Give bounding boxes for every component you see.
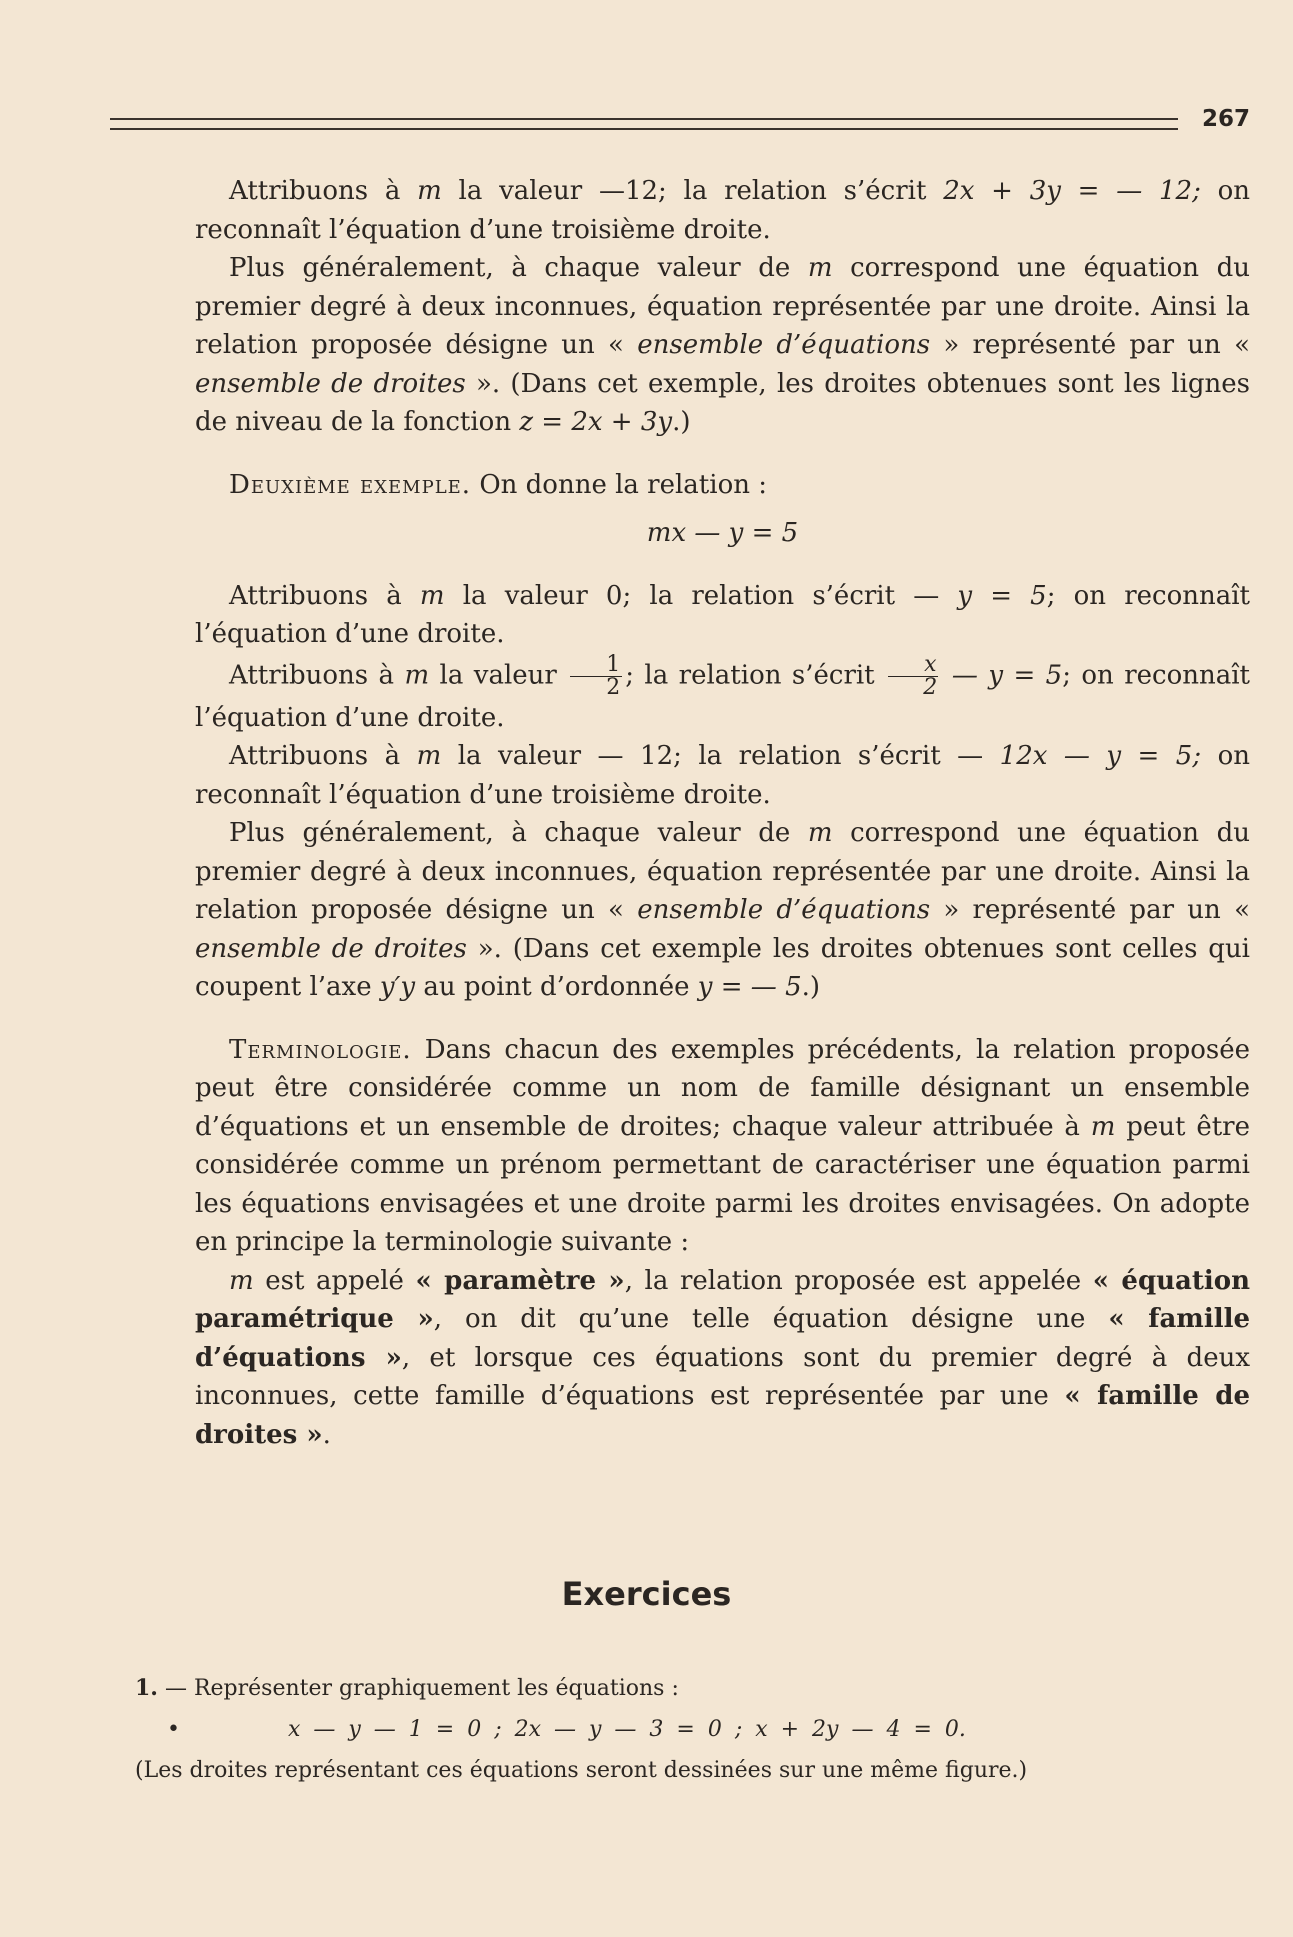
paragraph: Plus généralement, à chaque valeur de m correspond une équation du premier degré à deux inconnues, équation représentée par une droite. Ainsi la relation proposée désigne un « ensemble d’équations » représenté par un « ensemble de droites ». (Dans cet exemple les droites obtenues sont celles qui coupent l’axe y′y au point d’ordonnée y = — 5.): [195, 818, 1250, 1002]
exercises-title: Exercices: [561, 1575, 732, 1613]
header-double-rule: [110, 118, 1178, 130]
paragraph: Attribuons à m la valeur —12; la relation s’écrit 2x + 3y = — 12; on reconnaît l’équation d’une troisième droite.: [195, 176, 1251, 245]
paragraph: Terminologie. Dans chacun des exemples précédents, la relation proposée peut être considérée comme un nom de famille désignant un ensemble d’équations et un ensemble de droites; chaque valeur attribuée à m peut être considérée comme un prénom permettant de caractériser une équation parmi les équations envisagées et une droite parmi les droites envisagées. On adopte en principe la terminologie suivante :: [195, 1034, 1250, 1257]
section-intro: Deuxième exemple. On donne la relation :: [229, 469, 767, 500]
section-heading: Terminologie.: [229, 1034, 412, 1065]
fraction: $\frac{1}{2}$: [570, 654, 622, 699]
exercise-statement: 1. — Représenter graphiquement les équations :: [135, 1675, 679, 1701]
section-heading: Deuxième exemple.: [229, 469, 472, 500]
paragraph: Plus généralement, à chaque valeur de m correspond une équation du premier degré à deux inconnues, équation représentée par une droite. Ainsi la relation proposée désigne un « ensemble d’équations » représenté par un « ensemble de droites ». (Dans cet exemple, les droites obtenues sont les lignes de niveau de la fonction z = 2x + 3y.): [195, 253, 1251, 437]
paragraph: Attribuons à m la valeur $\frac{1}{2}$ ; la relation s’écrit $\frac{x}{2}$ — y = 5; on reconnaît l’équation d’une droite.: [195, 651, 1250, 733]
exercise-1: [135, 1668, 1155, 1791]
display-equation: mx — y = 5: [646, 518, 799, 548]
page-number: 267: [1201, 106, 1250, 132]
body-text: [195, 172, 1250, 1454]
exercise-equations: • x — y — 1 = 0 ; 2x — y — 3 = 0 ; x + 2y — 4 = 0.: [167, 1717, 966, 1742]
paragraph: m est appelé « paramètre », la relation proposée est appelée « équation paramétrique », on dit qu’une telle équation désigne une « famille d’équations », et lorsque ces équations sont du premier degré à deux inconnues, cette famille d’équations est représentée par une « famille de droites ».: [195, 1265, 1251, 1450]
paragraph: Attribuons à m la valeur 0; la relation s’écrit — y = 5; on reconnaît l’équation d’une droite.: [195, 580, 1250, 649]
fraction: $\frac{x}{2}$: [888, 654, 938, 699]
exercise-note: (Les droites représentant ces équations seront dessinées sur une même figure.): [135, 1758, 1028, 1783]
paragraph: Attribuons à m la valeur — 12; la relation s’écrit — 12x — y = 5; on reconnaît l’équation d’une troisième droite.: [195, 741, 1250, 810]
running-header: [110, 106, 1250, 134]
